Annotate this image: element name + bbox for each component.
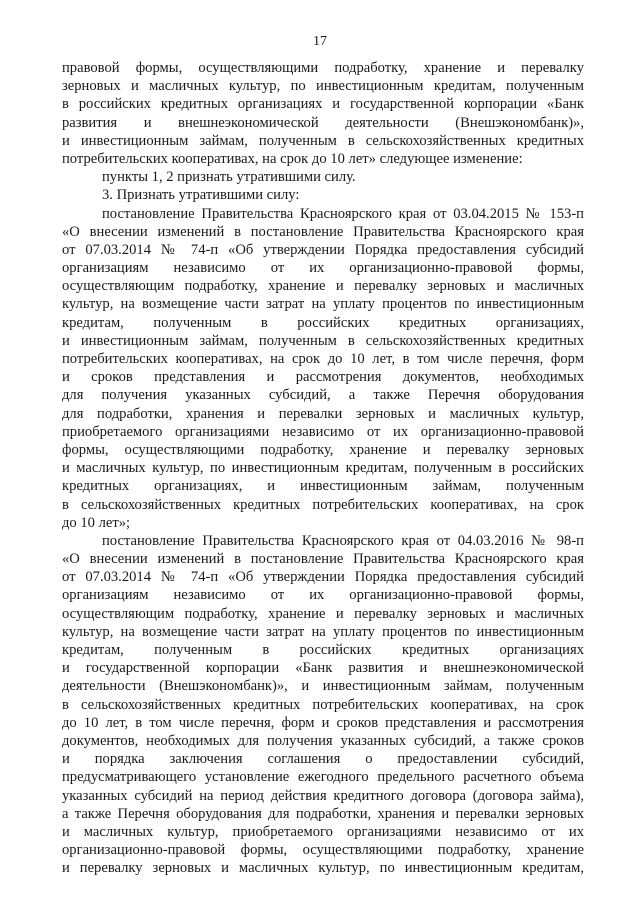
text-line: формы, осуществляющими подработку, хранение и перевалку зерновых [62,441,584,458]
text-line: постановление Правительства Красноярского края от 03.04.2015 № 153-п [102,205,584,222]
text-line: зерновых и масличных культур, по инвестиционным кредитам, полученным [62,78,584,95]
text-line: и инвестиционным займам, полученным в сельскохозяйственных кредитных [62,132,584,149]
text-line: от 07.03.2014 № 74-п «Об утверждении Порядка предоставления субсидий [62,569,584,586]
body-text [62,59,584,877]
text-line: указанных субсидий на период действия кредитного договора (договора займа), [62,787,584,804]
text-line: до 10 лет, в том числе перечня, форм и сроков представления и рассмотрения [62,714,584,731]
text-line: в сельскохозяйственных кредитных потребительских кооперативах, на срок [62,496,584,513]
text-line: 3. Признать утратившими силу: [102,187,300,204]
text-line: кредитных организациях, и инвестиционным займам, полученным [62,478,584,495]
text-line: деятельности (Внешэкономбанк)», и инвестиционным займам, полученным [62,678,584,695]
text-line: от 07.03.2014 № 74-п «Об утверждении Порядка предоставления субсидий [62,241,584,258]
text-line: в сельскохозяйственных кредитных потребительских кооперативах, на срок [62,696,584,713]
text-line: пункты 1, 2 признать утратившими силу. [102,169,356,186]
text-line: потребительских кооперативах, на срок до 10 лет» следующее изменение: [62,150,523,167]
text-line: и масличных культур, приобретаемого организациями независимо от их [62,823,584,840]
text-line: постановление Правительства Красноярского края от 04.03.2016 № 98-п [102,532,584,549]
text-line: потребительских кооперативах, на срок до 10 лет, в том числе перечня, форм [62,351,584,367]
text-line: и государственной корпорации «Банк развития и внешнеэкономической [62,660,584,677]
text-line: для получения указанных субсидий, а также Перечня оборудования [62,387,584,404]
text-line: культур, на возмещение части затрат на уплату процентов по инвестиционным [62,296,584,313]
text-line: «О внесении изменений в постановление Правительства Красноярского края [62,551,584,568]
text-line: и перевалку зерновых и масличных культур, по инвестиционным кредитам, [62,860,584,877]
text-line: кредитам, полученным в российских кредитных организациях [62,642,584,658]
text-line: развития и внешнеэкономической деятельности (Внешэкономбанк)», [62,114,584,131]
text-line: кредитам, полученным в российских кредитных организациях, [62,314,584,331]
text-line: организационно-правовой формы, осуществляющими подработку, хранение [62,842,584,859]
text-line: и порядка заключения соглашения о предоставлении субсидий, [62,751,584,768]
text-line: осуществляющим подработку, хранение и перевалку зерновых и масличных [62,278,584,295]
text-line: организациям независимо от их организационно-правовой формы, [62,260,584,277]
text-line: в российских кредитных организациях и государственной корпорации «Банк [62,96,584,113]
text-line: культур, на возмещение части затрат на уплату процентов по инвестиционным [62,623,584,640]
text-line: для подработки, хранения и перевалки зерновых и масличных культур, [62,405,584,422]
text-line: осуществляющим подработку, хранение и перевалку зерновых и масличных [62,605,584,622]
text-line: а также Перечня оборудования для подработки, хранения и перевалки зерновых [62,805,584,822]
text-line: «О внесении изменений в постановление Правительства Красноярского края [62,223,584,240]
text-line: документов, необходимых для получения указанных субсидий, а также сроков [62,732,584,749]
page-number: 17 [313,34,327,49]
text-line: правовой формы, осуществляющими подработку, хранение и перевалку [62,60,584,76]
text-line: приобретаемого организациями независимо от их организационно-правовой [62,423,584,440]
text-line: и сроков представления и рассмотрения документов, необходимых [62,369,584,386]
text-line: и масличных культур, по инвестиционным кредитам, полученным в российских [62,460,584,477]
text-line: и инвестиционным займам, полученным в сельскохозяйственных кредитных [62,332,584,349]
text-line: до 10 лет»; [62,514,131,531]
text-line: организациям независимо от их организационно-правовой формы, [62,587,584,604]
text-line: предусматривающего установление ежегодного предельного расчетного объема [62,769,584,786]
